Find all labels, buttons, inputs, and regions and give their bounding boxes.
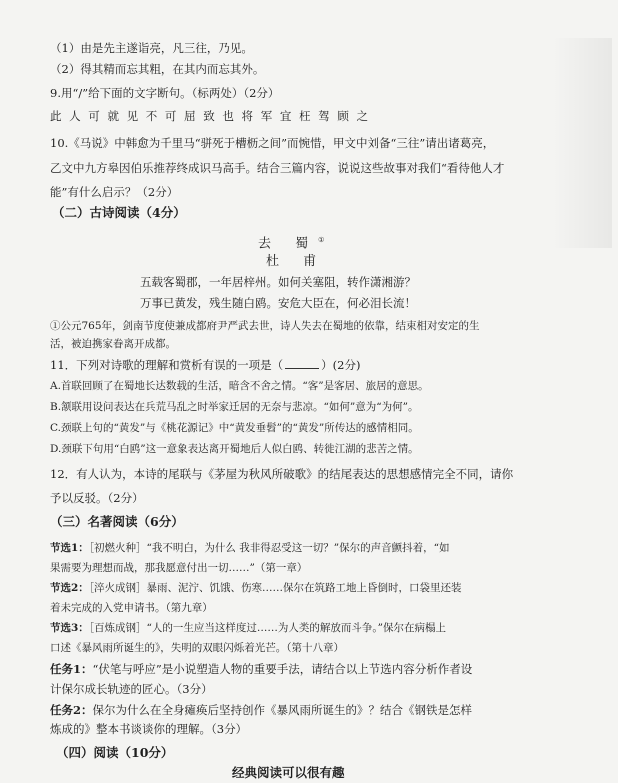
q10-line-2: 乙文中九方皋因伯乐推荐终成识马高手。结合三篇内容，说说这些故事对我们“看待他人才 (50, 161, 505, 175)
article-title: 经典阅读可以很有趣 (232, 765, 345, 780)
q11-prompt: 11．下列对诗歌的理解和赏析有误的一项是（ ）(2分) (50, 358, 361, 372)
poem-note-2: 活，被迫携家眷离开成都。 (50, 338, 176, 350)
answer-blank (285, 358, 319, 369)
excerpt-3-line-2: 口述《暴风雨所诞生的》，失明的双眼闪烁着光芒。（第十八章） (50, 642, 344, 654)
section2-heading: （二）古诗阅读（4分） (52, 205, 186, 220)
q12-line-1: 12．有人认为，本诗的尾联与《茅屋为秋风所破歌》的结尾表达的思想感情完全不同，请你 (50, 467, 514, 481)
task-1-line-1: 任务1：“伏笔与呼应”是小说塑造人物的重要手法，请结合以上节选内容分析作者设 (50, 662, 473, 676)
footnote-mark: ① (318, 236, 325, 244)
section4-heading: （四）阅读（10分） (56, 745, 174, 760)
section3-heading: （三）名著阅读（6分） (50, 514, 184, 529)
q8-sentence-1: （1）由是先主遂诣亮，凡三往，乃见。 (50, 41, 253, 55)
q11-option-a: A.首联回顾了在蜀地长达数载的生活，暗含不舍之情。“客”是客居、旅居的意思。 (50, 380, 429, 392)
q11-option-c: C.颈联上句的“黄发”与《桃花源记》中“黄发垂髫”的“黄发”所传达的感情相同。 (50, 422, 419, 434)
q10-line-3: 能”有什么启示？（2分） (50, 185, 179, 199)
excerpt-1-line-1: 节选1：［初燃火种］“我不明白，为什么 我非得忍受这一切？”保尔的声音颤抖着，“如 (50, 542, 450, 554)
poem-line-1: 五载客蜀郡，一年居梓州。如何关塞阻，转作潇湘游？ (140, 275, 416, 289)
q11-option-d: D.颈联下句用“白鸥”这一意象表达离开蜀地后人似白鸥、转徙江湖的悲苦之情。 (50, 443, 419, 455)
q10-line-1: 10.《马说》中韩愈为千里马“骈死于槽枥之间”而惋惜，甲文中刘备“三往”请出诸葛亮， (50, 136, 495, 150)
poem-title: 去 蜀① (258, 236, 325, 252)
poem-note-1: ①公元765年，剑南节度使兼成都府尹严武去世，诗人失去在蜀地的依靠，结束相对安定的生 (50, 320, 480, 332)
q9-text: 此 人 可 就 见 不 可 屈 致 也 将 军 宜 枉 驾 顾 之 (50, 109, 370, 123)
task-2-line-1: 任务2：保尔为什么在全身瘫痪后坚持创作《暴风雨所诞生的》？结合《钢铁是怎样 (50, 703, 473, 717)
excerpt-3-line-1: 节选3：［百炼成钢］“人的一生应当这样度过……为人类的解放而斗争。”保尔在病榻上 (50, 622, 447, 634)
q12-line-2: 予以反驳。（2分） (50, 491, 144, 505)
poem-line-2: 万事已黄发，残生随白鸥。安危大臣在，何必泪长流！ (140, 296, 416, 310)
q11-option-b: B.颔联用设问表达在兵荒马乱之时举家迁居的无奈与悲凉。“如何”意为“为何”。 (50, 401, 419, 413)
excerpt-1-line-2: 果需要为理想而战，那我愿意付出一切……”（第一章） (50, 562, 308, 574)
task-1-line-2: 计保尔成长轨迹的匠心。（3分） (50, 682, 213, 696)
bleed-through-shadow (552, 38, 612, 248)
excerpt-2-line-1: 节选2：［淬火成钢］暴雨、泥泞、饥饿、伤寒……保尔在筑路工地上昏倒时，口袋里还装 (50, 582, 462, 594)
q9-prompt: 9.用“/”给下面的文字断句。（标两处）（2分） (50, 86, 280, 100)
q8-sentence-2: （2）得其精而忘其粗，在其内而忘其外。 (50, 62, 265, 76)
excerpt-2-line-2: 着未完成的入党申请书。（第九章） (50, 602, 213, 614)
task-2-line-2: 炼成的》整本书谈谈你的理解。（3分） (50, 722, 248, 736)
poem-author: 杜 甫 (266, 254, 327, 269)
